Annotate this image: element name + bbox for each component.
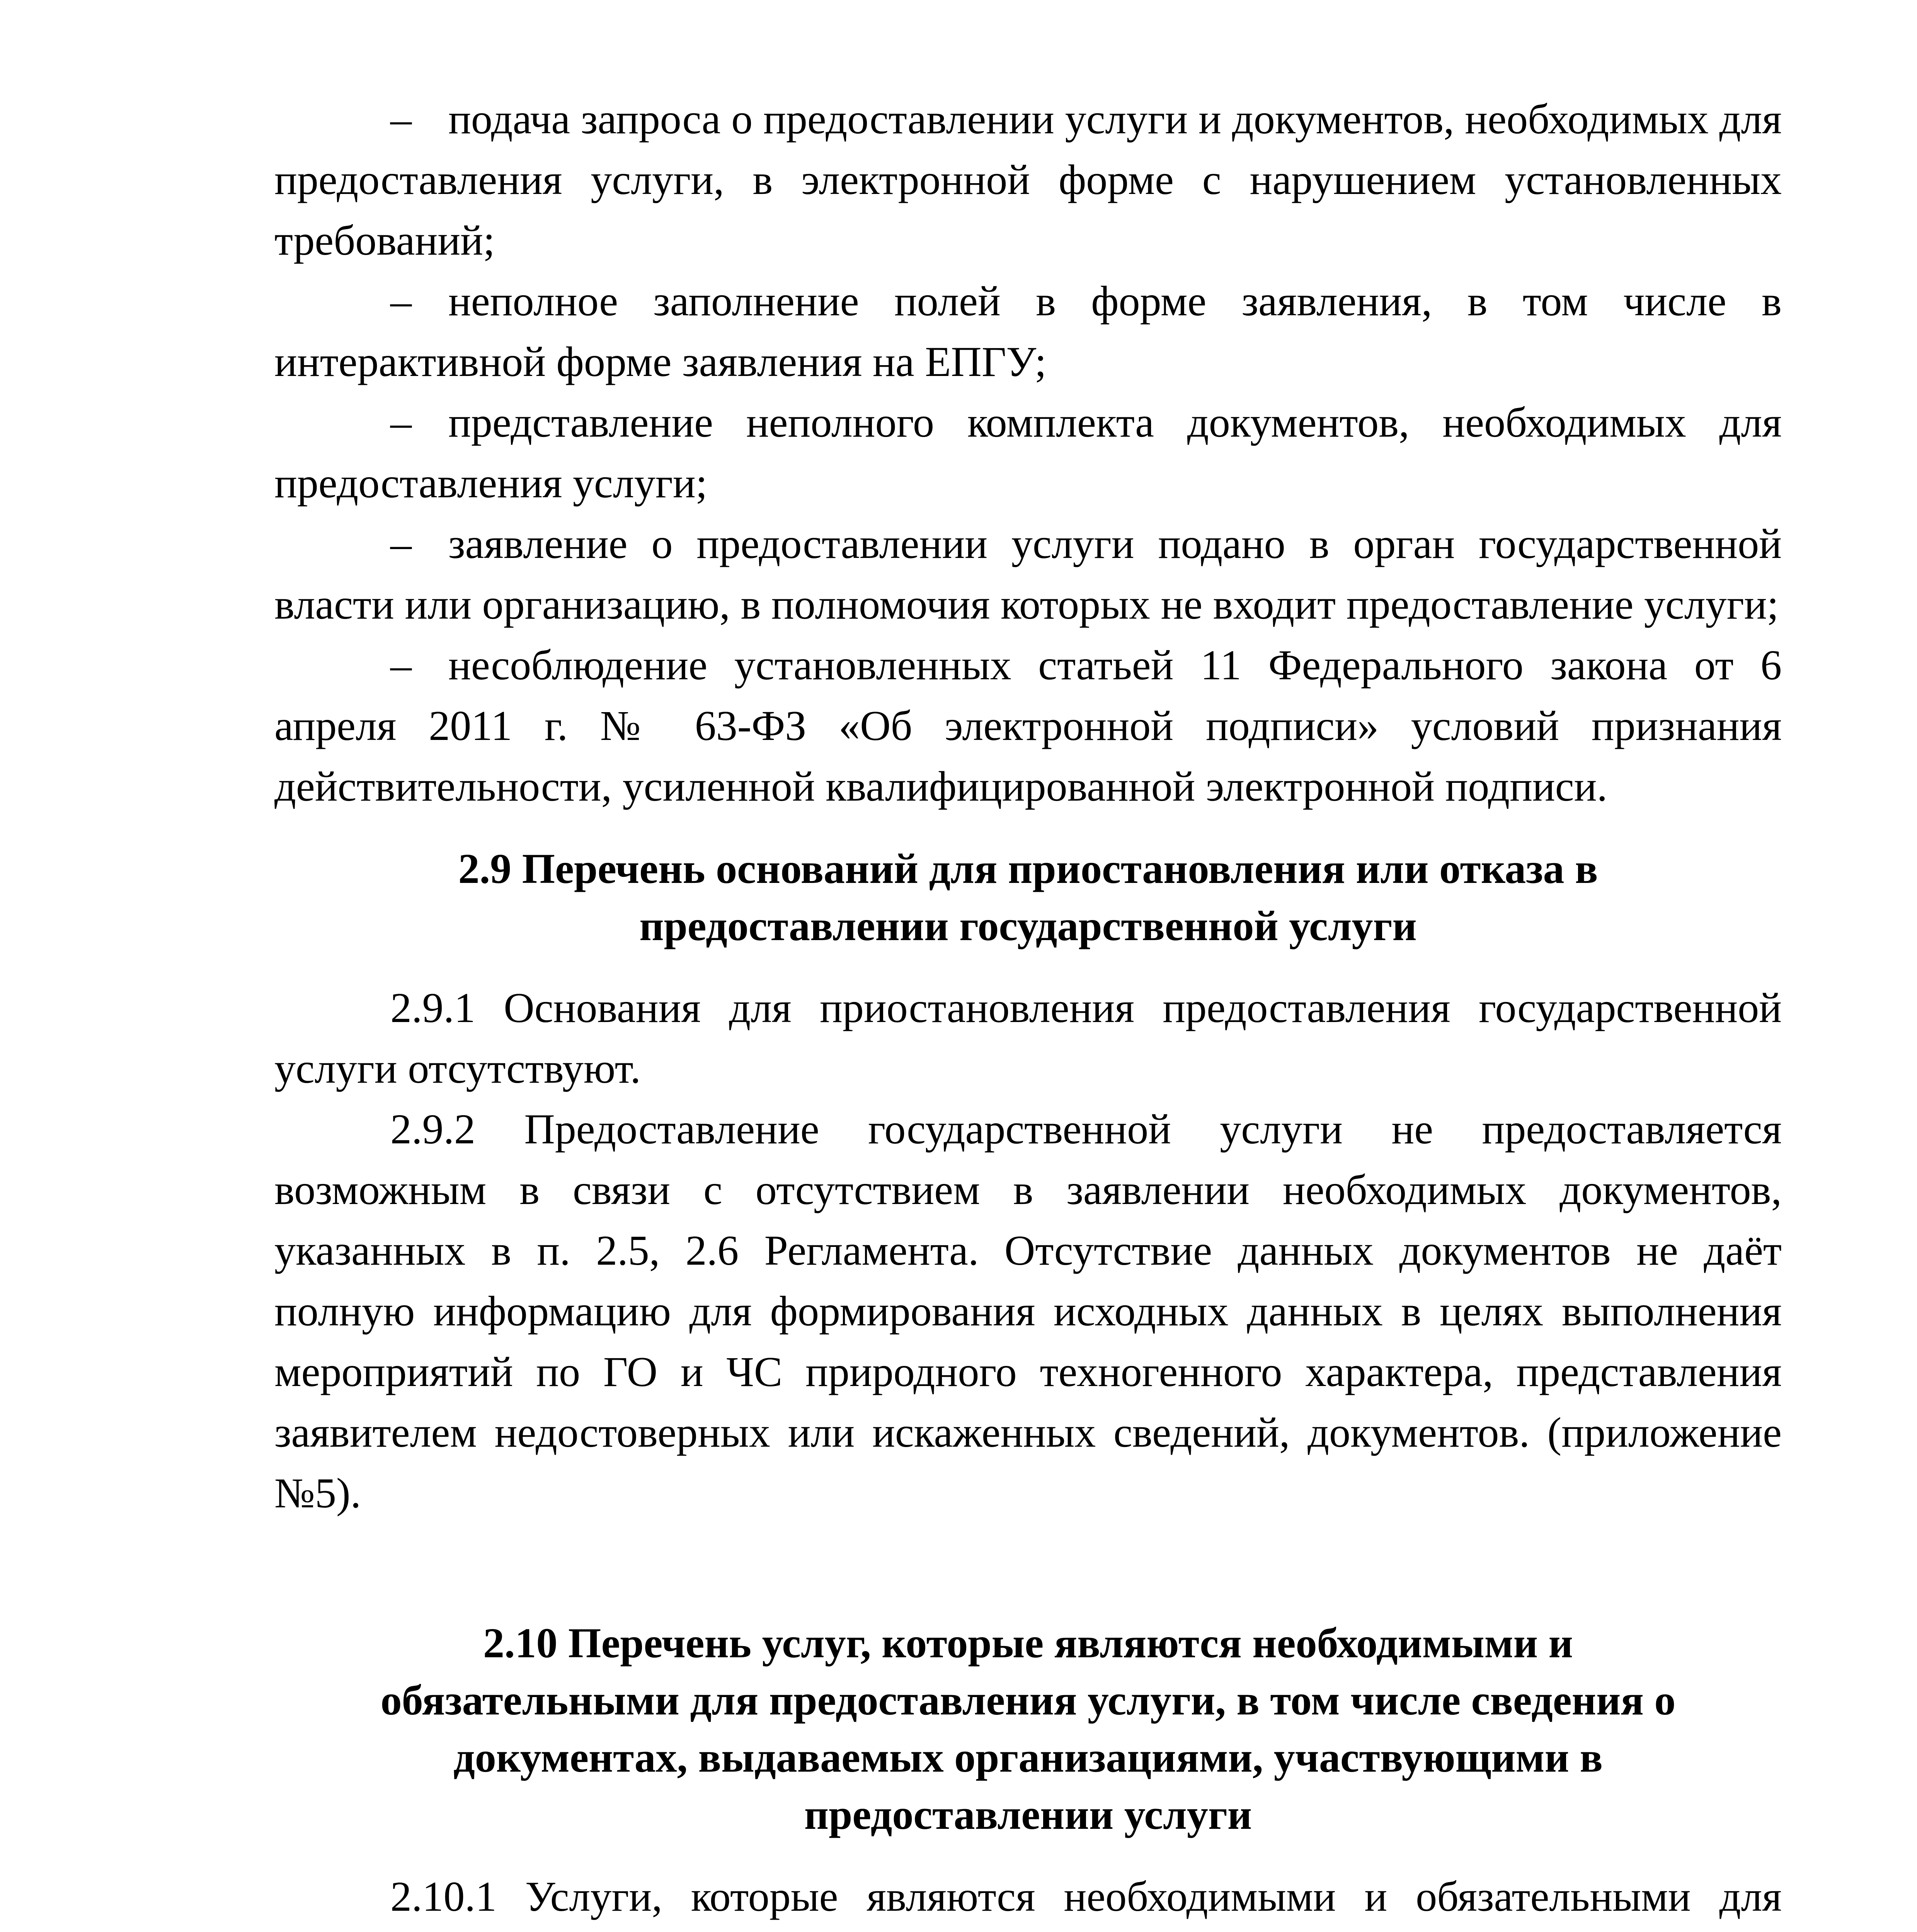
section-heading-2-10: 2.10 Перечень услуг, которые являются необходимыми и обязательными для предоставления услуги, в том числе сведения о документах, выдаваемых организациями, участвующими в предоставлении услуги: [380, 1619, 1676, 1838]
paragraph-2-10-1: 2.10.1 Услуги, которые являются необходимыми и обязательными для: [390, 1873, 1782, 1920]
bullet-item: – несоблюдение установленных статьей 11 Федерального закона от 6 апреля 2011 г. № 63-ФЗ «Об электронной подписи» условий признания действительности, усиленной квалифицированной электронной подписи.: [274, 635, 1782, 817]
dash-marker: –: [390, 520, 412, 567]
dash-marker: –: [390, 399, 412, 446]
section-heading-2-9: 2.9 Перечень оснований для приостановления или отказа в предоставлении государственной услуги: [458, 845, 1598, 949]
bullet-item: – представление неполного комплекта документов, необходимых для предоставления услуги;: [274, 392, 1782, 514]
bullet-item: – заявление о предоставлении услуги подано в орган государственной власти или организацию, в полномочия которых не входит предоставление услуги;: [274, 514, 1782, 635]
bullet-item: – подача запроса о предоставлении услуги и документов, необходимых для предоставления услуги, в электронной форме с нарушением установленных требований;: [274, 89, 1782, 271]
dash-marker: –: [390, 277, 412, 325]
paragraph-2-9-2: 2.9.2 Предоставление государственной услуги не предоставляется возможным в связи с отсутствием в заявлении необходимых документов, указанных в п. 2.5, 2.6 Регламента. Отсутствие данных документов не даёт полную информацию для формирования исходных данных в целях выполнения мероприятий по ГО и ЧС природного техногенного характера, представления заявителем недостоверных или искаженных сведений, документов. (приложение №5).: [274, 1105, 1782, 1517]
paragraph-2-9-1: 2.9.1 Основания для приостановления предоставления государственной услуги отсутствуют.: [274, 984, 1782, 1092]
document-body: [274, 89, 1782, 1932]
bullet-item: – неполное заполнение полей в форме заявления, в том числе в интерактивной форме заявления на ЕПГУ;: [274, 271, 1782, 392]
dash-marker: –: [390, 95, 412, 143]
dash-marker: –: [390, 641, 412, 689]
